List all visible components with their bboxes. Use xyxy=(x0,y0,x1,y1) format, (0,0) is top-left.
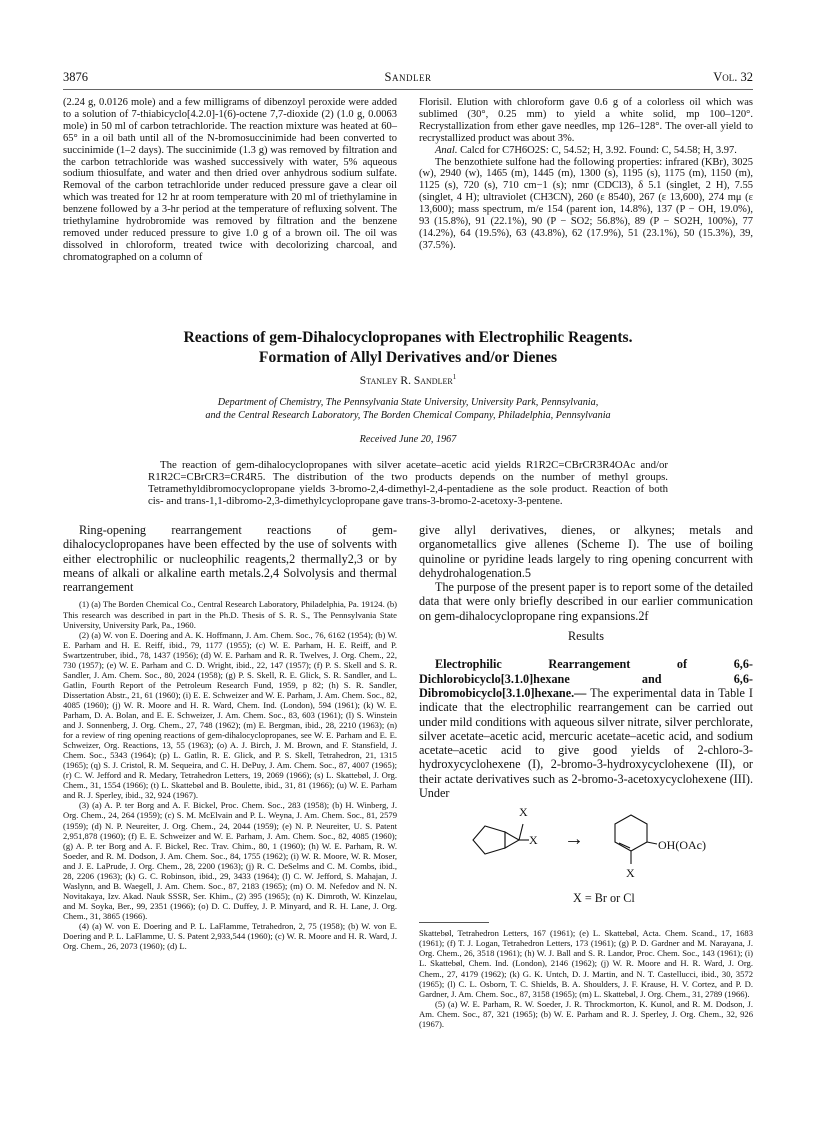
footnote-5: (5) (a) W. E. Parham, R. W. Soeder, J. R. Throckmorton, K. Kunol, and R. M. Dodson, J. Am. Chem. Soc., 87, 321 (1965); (b) W. E. Parham and R. J. Sperley, J. Org. Chem., 32, 926 (1967). xyxy=(419,998,753,1029)
scheme-oh-label: OH(OAc) xyxy=(658,838,706,853)
title-line-2: Formation of Allyl Derivatives and/or Dienes xyxy=(258,349,558,366)
prev-article-right-column xyxy=(419,97,753,252)
cyclopropane-ring xyxy=(505,832,519,848)
footnotes-right xyxy=(419,928,753,1028)
scheme-x-top: X xyxy=(519,805,528,820)
header-rule xyxy=(63,89,753,90)
analysis-label: Anal. xyxy=(435,144,458,156)
results-subheading: Electrophilic Rearrangement of 6,6-Dichlorobicyclo[3.1.0]hexane and 6,6-Dibromobicyclo[3.1.0]hexane.— xyxy=(419,657,753,700)
footnote-3: (3) (a) A. P. ter Borg and A. F. Bickel, Proc. Chem. Soc., 283 (1958); (b) H. Winberg, J. Org. Chem., 24, 264 (1959); (c) S. M. McElvain and P. L. Weyna, J. Am. Chem. Soc., 81, 2579 (1959); (d) N. P. Neureiter, J. Org. Chem., 24, 2044 (1959); (e) N. P. Neureiter, U. S. Patent 2,951,878 (1960); (f) E. E. Schweizer and W. E. Parham, J. Am. Chem. Soc., 82, 4085 (1960); (g) A. P. ter Borg and A. F. Bickel, Rec. Trav. Chim., 80, 1 (1960); (h) W. E. Parham, R. W. Soeder, and R. M. Dodson, J. Am. Chem. Soc., 84, 1755 (1962); (i) W. R. Moore, W. R. Moser, and J. E. LaPrude, J. Org. Chem., 28, 2200 (1963); (j) R. C. DeSelms and C. M. Combs, ibid., 28, 2206 (1963); (k) G. C. Robinson, ibid., 29, 3433 (1964); (l) C. W. Jefford, S. Mahajan, J. Waslynn, and B. Waegell, J. Am. Chem. Soc., 87, 2183 (1965); (m) O. M. Nefedov and N. N. Novitakaya, Izv. Akad. Nauk SSSR, Ser. Khim., (2) 395 (1965); (n) K. Dimroth, W. Kinzelau, and M. Soyka, Ber., 99, 2351 (1966); (o) D. C. Duffey, J. P. Minyard, and R. H. Lane, J. Org. Chem., 31, 3865 (1966). xyxy=(63,800,397,921)
author-name: Stanley R. Sandler xyxy=(359,374,453,387)
intro-paragraph: Ring-opening rearrangement reactions of gem-dihalocyclopropanes have been effected by the use of solvents with either electrophilic or nucleophilic reagents,2 thermally2,3 or by means of alkali or alkaline earth metals.2,4 Solvolysis and thermal rearrangement xyxy=(63,523,397,595)
footnote-separator xyxy=(419,922,489,923)
footnotes-left xyxy=(63,599,397,951)
abstract xyxy=(148,460,668,508)
footnote-4-continued: Skattebøl, Tetrahedron Letters, 167 (1961); (e) L. Skattebøl, Acta. Chem. Scand., 17, 1683 (1961); (f) T. J. Logan, Tetrahedron Letters, 173 (1961); (g) P. D. Gardner and M. Narayana, J. Org. Chem., 26, 3518 (1961); (h) W. J. Ball and S. R. Landor, Proc. Chem. Soc., 143 (1961); (i) L. Skattebøl, Chem. Ind. (London), 2146 (1962); (j) W. R. Moore and H. R. Ward, J. Org. Chem., 27, 4179 (1962); (k) G. K. Untch, D. J. Martin, and N. T. Castellucci, ibid., 30, 3572 (1965); (l) C. L. Osborn, T. C. Shields, B. A. Shoulders, J. F. Krause, H. V. Cortez, and P. D. Gardner, J. Am. Chem. Soc., 87, 3158 (1965); (m) L. Skattebøl, J. Org. Chem., 31, 2789 (1966). xyxy=(419,928,753,999)
affiliation xyxy=(63,397,753,422)
affiliation-line-1: Department of Chemistry, The Pennsylvania State University, University Park, Pennsylvania, xyxy=(217,397,599,408)
body-right-column xyxy=(419,523,753,1029)
received-date: Received June 20, 1967 xyxy=(359,434,457,445)
properties-paragraph: The benzothiete sulfone had the following properties: infrared (KBr), 3025 (w), 2940 (w), 1465 (m), 1445 (m), 1300 (s), 1195 (s), 1175 (m), 1150 (m), 1125 (s), 720 (s), 710 cm−1 (s); nmr (CDCl3), δ 5.1 (singlet, 2 H), 7.55 (singlet, 4 H); ultraviolet (CH3CN), 260 (ε 8540), 267 (ε 13,600), 274 mμ (ε 13,600); mass spectrum, m/e 154 (parent ion, 14.8%), 137 (P − OH, 19.0%), 93 (15.8%), 91 (22.1%), 90 (P − SO2; 56.8%), 89 (P − SO2H, 100%), 77 (14.2%), 64 (19.5%), 63 (43.8%), 62 (17.9%), 51 (23.1%), 50 (15.3%), 39, (37.5%). xyxy=(419,156,753,251)
scheme-caption: X = Br or Cl xyxy=(573,891,635,906)
footnote-2: (2) (a) W. von E. Doering and A. K. Hoffmann, J. Am. Chem. Soc., 76, 6162 (1954); (b) W. E. Parham and H. E. Reiff, ibid., 79, 1177 (1955); (c) W. E. Parham, H. E. Reiff, and P. Swartzentruber, ibid., 78, 1437 (1956); (d) W. E. Parham and R. R. Twelves, J. Org. Chem., 22, 730 (1957); (e) W. E. Parham and C. D. Wright, ibid., 22, 147 (1957); (f) P. S. Skell and S. R. Sandler, J. Am. Chem. Soc., 80, 2024 (1958); (g) P. S. Skell, R. E. Glick, S. R. Sandler, and L. Gatlin, Fourth Report of the Petroleum Research Fund, 1959, p 82; (h) S. R. Sandler, Dissertation Abstr., 21, 61 (1960); (i) E. E. Schweizer and W. E. Parham, J. Am. Chem. Soc., 82, 4085 (1960); (j) W. R. Moore and H. R. Ward, Chem. Ind. (London), 594 (1961); (k) W. E. Parham, D. A. Bolan, and E. E. Schweizer, J. Am. Chem. Soc., 83, 603 (1961); (l) S. Winstein and J. Sonnenberg, J. Org. Chem., 27, 748 (1962); (m) E. Bergman, ibid., 28, 2210 (1963); (n) for a review of ring opening reactions of gem-dihalocyclopropanes, see W. E. Parham and E. E. Schweizer, Org. Reactions, 13, 55 (1963); (o) A. J. Birch, J. M. Brown, and F. Stansfield, J. Chem. Soc., 5343 (1964); (p) L. Gatlin, R. E. Glick, and P. S. Skell, Tetrahedron, 21, 1315 (1965); (q) S. J. Cristol, R. M. Sequeira, and C. H. DePuy, J. Am. Chem. Soc., 87, 4007 (1965); (r) C. W. Jefford and R. Medary, Tetrahedron Letters, 19, 2069 (1966); (s) L. Skattebøl, J. Org. Chem., 31, 1554 (1966); (t) L. Skattebøl and B. Boulette, ibid., 31, 81 (1966); (u) W. E. Parham and R. J. Sperley, ibid., 32, 924 (1967). xyxy=(63,629,397,801)
volume-number: Vol. 32 xyxy=(713,70,753,84)
cyclopentane-ring xyxy=(473,826,505,854)
analysis-paragraph xyxy=(419,145,753,157)
scheme-x-side: X xyxy=(529,833,538,848)
page-number: 3876 xyxy=(63,70,88,84)
oh-bond xyxy=(647,842,657,844)
results-paragraph xyxy=(419,657,753,800)
cyclohexene-ring xyxy=(615,815,647,851)
footnote-1: (1) (a) The Borden Chemical Co., Central Research Laboratory, Philadelphia, Pa. 19124. (b) This research was described in part in the Ph.D. Thesis of S. R. S., The Pennsylvania State University, University Park, Pa., 1960. xyxy=(63,599,397,630)
intro-continuation: give allyl derivatives, dienes, or alkynes; metals and organometallics give allenes (Scheme I). The use of boiling quinoline or pyridine leads largely to ring opening concurrent with dehydrohalogenation.5 xyxy=(419,523,753,580)
purpose-paragraph: The purpose of the present paper is to report some of the detailed data that were only briefly described in our earlier communication on gem-dihalocyclopropane ring expansions.2f xyxy=(419,580,753,623)
article-title xyxy=(63,328,753,368)
running-title: Sandler xyxy=(384,70,432,84)
abstract-text: The reaction of gem-dihalocyclopropanes with silver acetate–acetic acid yields R1R2C=CBrCR3R4OAc and/or R1R2C=CBrCR3=CR4R5. The distribution of the two products depends on the number of methyl groups. Tetramethyldibromocyclopropane yields 3-bromo-2,4-dimethyl-2,4-pentadiene as the sole product. Reaction of both cis- and trans-1,1-dibromo-2,3-dimethylcyclopropane gave trans-3-bromo-2-acetoxy-3-pentene. xyxy=(148,459,668,507)
scheme-x-bottom: X xyxy=(626,866,635,881)
prev-article-text-cont: Florisil. Elution with chloroform gave 0.6 g of a colorless oil which was sublimed (30°, 0.25 mm) to yield a white solid, mp 100–120°. Recrystallization from ether gave needles, mp 126–128°. The over-all yield to recrystallized product was about 3%. xyxy=(419,97,753,144)
scheme-figure xyxy=(419,802,753,914)
author-footnote-mark: 1 xyxy=(452,373,457,381)
body-left-column xyxy=(63,523,397,951)
top-halogen-bond xyxy=(519,824,523,840)
results-text: The experimental data in Table I indicate that the electrophilic rearrangement can be carried out under mild conditions with aqueous silver nitrate, silver perchlorate, silver acetate–acetic acid, mercuric acetate–acetic acid, and sodium acetate–acetic acid to give good yields of 2-chloro-3-hydroxycyclohexene (I), 2-bromo-3-hydroxycyclohexene (II), or their actate derivatives such as 2-bromo-3-acetoxycyclohexene (III). Under xyxy=(419,685,753,801)
title-line-1: Reactions of gem-Dihalocyclopropanes with Electrophilic Reagents. xyxy=(183,329,633,346)
running-header xyxy=(63,70,753,86)
analysis-text: Calcd for C7H6O2S: C, 54.52; H, 3.92. Found: C, 54.58; H, 3.97. xyxy=(460,144,737,156)
affiliation-line-2: and the Central Research Laboratory, The Borden Chemical Company, Philadelphia, Pennsylvania xyxy=(205,409,611,421)
results-heading: Results xyxy=(568,629,604,644)
reaction-arrow: → xyxy=(564,828,584,851)
author xyxy=(63,373,753,387)
prev-article-text: (2.24 g, 0.0126 mole) and a few milligrams of dibenzoyl peroxide were added to a solution of 7-thiabicyclo[4.2.0]-1(6)-octene 7,7-dioxide (2) (1.0 g, 0.0063 mole) in 50 ml of carbon tetrachloride. The reaction mixture was heated at 60–65° in a oil bath until all of the N-bromosuccinimide had been converted to succinimide (1–2 days). The succinimide (1.3 g) was removed by filtration and the carbon tetrachloride was washed successively with water, 5% aqueous sodium thiosulfate, and water and then dried over anhydrous sodium sulfate. Removal of the carbon tetrachloride under reduced pressure gave a clear oil which was treated for 12 hr at room temperature with 20 ml of triethylamine in benzene followed by a 3-hr period at the temperature of refluxing solvent. The triethylamine hydrobromide was removed by filtration and the benzene removed under reduced pressure to give 1.0 g of a brown oil. The oil was dissolved in chloroform, treated twice with decolorizing charcoal, and chromatographed on a column of xyxy=(63,97,397,263)
scheme-structures xyxy=(419,802,753,890)
prev-article-left-column xyxy=(63,97,397,264)
footnote-4: (4) (a) W. von E. Doering and P. L. LaFlamme, Tetrahedron, 2, 75 (1958); (b) W. von E. Doering and P. L. LaFlamme, U. S. Patent 2,933,544 (1960); (c) W. R. Moore and H. R. Ward, J. Org. Chem., 26, 2073 (1960); (d) L. xyxy=(63,920,397,952)
